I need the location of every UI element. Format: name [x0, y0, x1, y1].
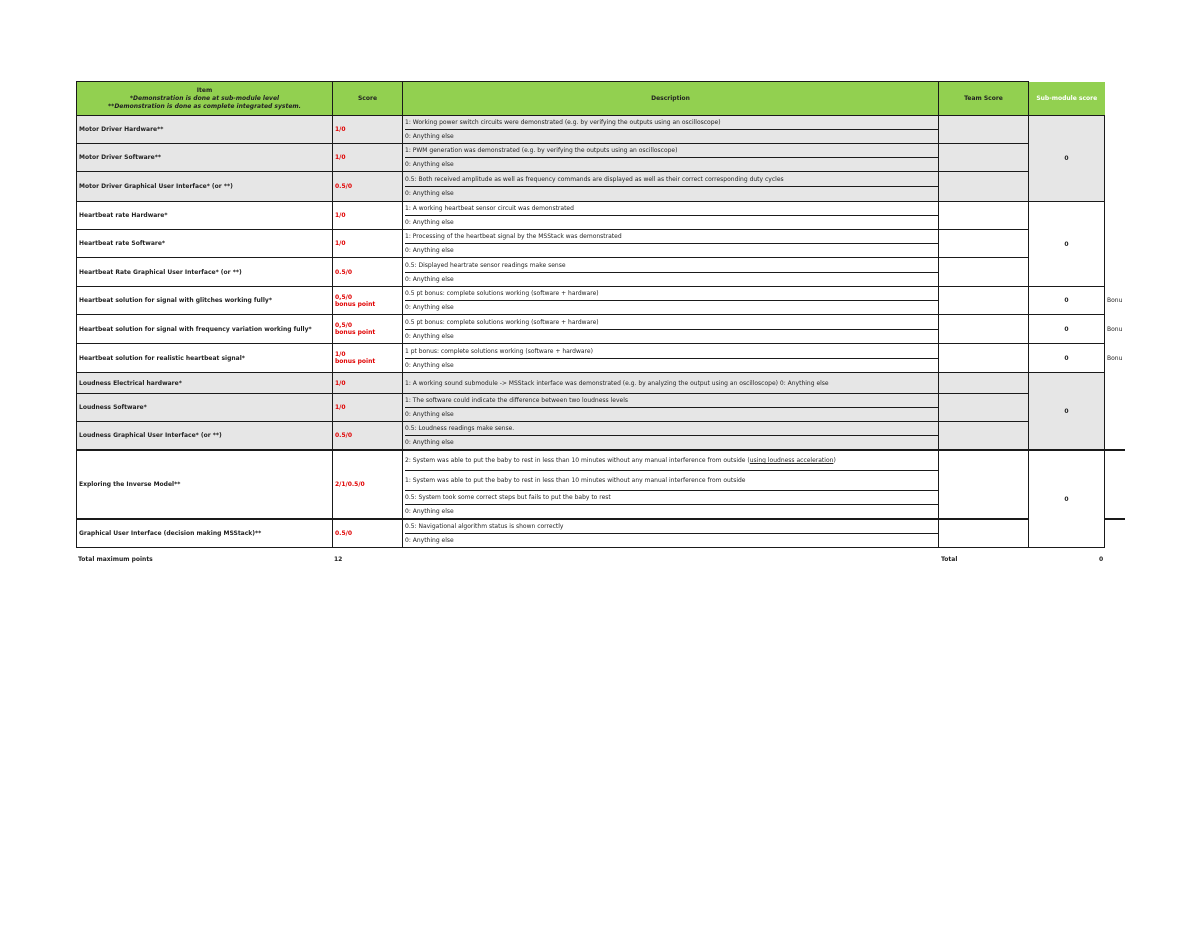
item-cell: Exploring the Inverse Model** [77, 450, 333, 519]
team-score-cell[interactable] [939, 172, 1029, 202]
team-score-cell[interactable] [939, 287, 1029, 315]
table-row [77, 315, 1125, 344]
table-row [77, 422, 1125, 451]
description-cell: 1: Processing of the heartbeat signal by the MSStack was demonstrated 0: Anything else [403, 230, 939, 258]
description-cell: 0.5: Navigational algorithm status is shown correctly 0: Anything else [403, 519, 939, 548]
item-cell: Heartbeat solution for signal with frequency variation working fully* [77, 315, 333, 344]
score-cell: 0.5/0 [333, 258, 403, 287]
submodule-score-cell: 0 [1029, 202, 1105, 287]
table-row [77, 373, 1125, 394]
item-cell: Heartbeat rate Software* [77, 230, 333, 258]
submodule-score-cell: 0 [1029, 287, 1105, 315]
item-cell: Heartbeat solution for realistic heartbeat signal* [77, 344, 333, 373]
description-cell: 1: The software could indicate the difference between two loudness levels 0: Anything else [403, 394, 939, 422]
bonus-point-label: bonus point [335, 300, 376, 308]
item-cell: Loudness Graphical User Interface* (or **) [77, 422, 333, 451]
score-cell: 0,5/0 bonus point [333, 315, 403, 344]
header-description: Description [403, 82, 939, 116]
item-cell: Motor Driver Software** [77, 144, 333, 172]
bonus-point-label: bonus point [335, 329, 376, 336]
total-value: 0 [1099, 556, 1104, 563]
item-cell: Heartbeat solution for signal with glitches working fully* [77, 287, 333, 315]
score-cell: 0,5/0 bonus point [333, 287, 403, 315]
item-cell: Graphical User Interface (decision making MSStack)** [77, 519, 333, 548]
item-cell: Motor Driver Graphical User Interface* (or **) [77, 172, 333, 202]
score-cell: 2/1/0.5/0 [333, 450, 403, 519]
bonus-side-label: Bonu [1107, 297, 1123, 304]
team-score-cell[interactable] [939, 373, 1029, 394]
score-cell: 1/0 [333, 394, 403, 422]
table-row [77, 202, 1125, 230]
header-submodule-score: Sub-module score [1029, 82, 1105, 116]
score-cell: 1/0 bonus point [333, 344, 403, 373]
table-row [77, 230, 1125, 258]
table-row [77, 172, 1125, 202]
item-cell: Loudness Software* [77, 394, 333, 422]
total-max-label: Total maximum points [78, 556, 153, 563]
header-score: Score [333, 82, 403, 116]
score-cell: 1/0 [333, 116, 403, 144]
submodule-score-cell: 0 [1029, 450, 1105, 548]
loudness-acceleration-link[interactable]: using loudness acceleration [749, 457, 834, 464]
submodule-score-cell: 0 [1029, 344, 1105, 373]
total-max-value: 12 [334, 556, 343, 563]
table-row [77, 144, 1125, 172]
bonus-side-label: Bonu [1107, 354, 1123, 362]
table-row [77, 519, 1125, 548]
bonus-side-label: Bonu [1107, 325, 1123, 333]
description-cell: 0.5 pt bonus: complete solutions working (software + hardware) 0: Anything else [403, 315, 939, 344]
team-score-cell[interactable] [939, 230, 1029, 258]
team-score-cell[interactable] [939, 315, 1029, 344]
header-row [77, 82, 1125, 116]
score-cell: 1/0 [333, 202, 403, 230]
score-cell: 1/0 [333, 230, 403, 258]
score-cell: 0.5/0 [333, 172, 403, 202]
team-score-cell[interactable] [939, 422, 1029, 451]
grading-table [76, 81, 1125, 548]
table-row [77, 287, 1125, 315]
team-score-cell[interactable] [939, 450, 1029, 519]
submodule-score-cell: 0 [1029, 315, 1105, 344]
table-row [77, 116, 1125, 144]
header-item-note1: *Demonstration is done at sub-module level [129, 94, 280, 102]
team-score-cell[interactable] [939, 519, 1029, 548]
score-cell: 1/0 [333, 373, 403, 394]
bonus-point-label: bonus point [335, 358, 376, 365]
team-score-cell[interactable] [939, 394, 1029, 422]
header-item-title: Item [196, 86, 213, 94]
team-score-cell[interactable] [939, 258, 1029, 287]
header-item-note2: **Demonstration is done as complete integrated system. [108, 102, 301, 110]
header-team-score: Team Score [939, 82, 1029, 116]
table-row [77, 258, 1125, 287]
team-score-cell[interactable] [939, 144, 1029, 172]
score-cell: 0.5/0 [333, 422, 403, 451]
description-cell: 1 pt bonus: complete solutions working (software + hardware) 0: Anything else [403, 344, 939, 373]
item-cell: Loudness Electrical hardware* [77, 373, 333, 394]
item-cell: Motor Driver Hardware** [77, 116, 333, 144]
table-row [77, 344, 1125, 373]
item-cell: Heartbeat Rate Graphical User Interface* (or **) [77, 258, 333, 287]
description-cell: 1: Working power switch circuits were demonstrated (e.g. by verifying the outputs using an oscilloscope) 0: Anything else [403, 116, 939, 144]
description-cell: 1: A working sound submodule -> MSStack interface was demonstrated (e.g. by analyzing the output using an oscilloscope) 0: Anything else [403, 373, 939, 394]
description-cell: 0.5: Both received amplitude as well as frequency commands are displayed as well as their correct corresponding duty cycles 0: Anything else [403, 172, 939, 202]
description-cell: 2: System was able to put the baby to rest in less than 10 minutes without any manual interference from outside (using loudness acceleration) 1: System was able to put the baby to rest in less than 10 minutes without any manual interference from outside 0.5: System took some correct steps but fails to put the baby to rest 0: Anything else [403, 450, 939, 519]
description-cell: 0.5 pt bonus: complete solutions working (software + hardware) 0: Anything else [403, 287, 939, 315]
table-row [77, 450, 1125, 519]
table-row [77, 394, 1125, 422]
header-item [77, 82, 333, 116]
score-cell: 1/0 [333, 144, 403, 172]
team-score-cell[interactable] [939, 344, 1029, 373]
score-cell: 0.5/0 [333, 519, 403, 548]
description-cell: 1: PWM generation was demonstrated (e.g. by verifying the outputs using an oscilloscope) 0: Anything else [403, 144, 939, 172]
description-cell: 0.5: Displayed heartrate sensor readings make sense 0: Anything else [403, 258, 939, 287]
item-cell: Heartbeat rate Hardware* [77, 202, 333, 230]
team-score-cell[interactable] [939, 202, 1029, 230]
team-score-cell[interactable] [939, 116, 1029, 144]
submodule-score-cell: 0 [1029, 373, 1105, 451]
total-label: Total [941, 556, 958, 563]
submodule-score-cell: 0 [1029, 116, 1105, 202]
description-cell: 0.5: Loudness readings make sense. 0: Anything else [403, 422, 939, 451]
description-cell: 1: A working heartbeat sensor circuit was demonstrated 0: Anything else [403, 202, 939, 230]
